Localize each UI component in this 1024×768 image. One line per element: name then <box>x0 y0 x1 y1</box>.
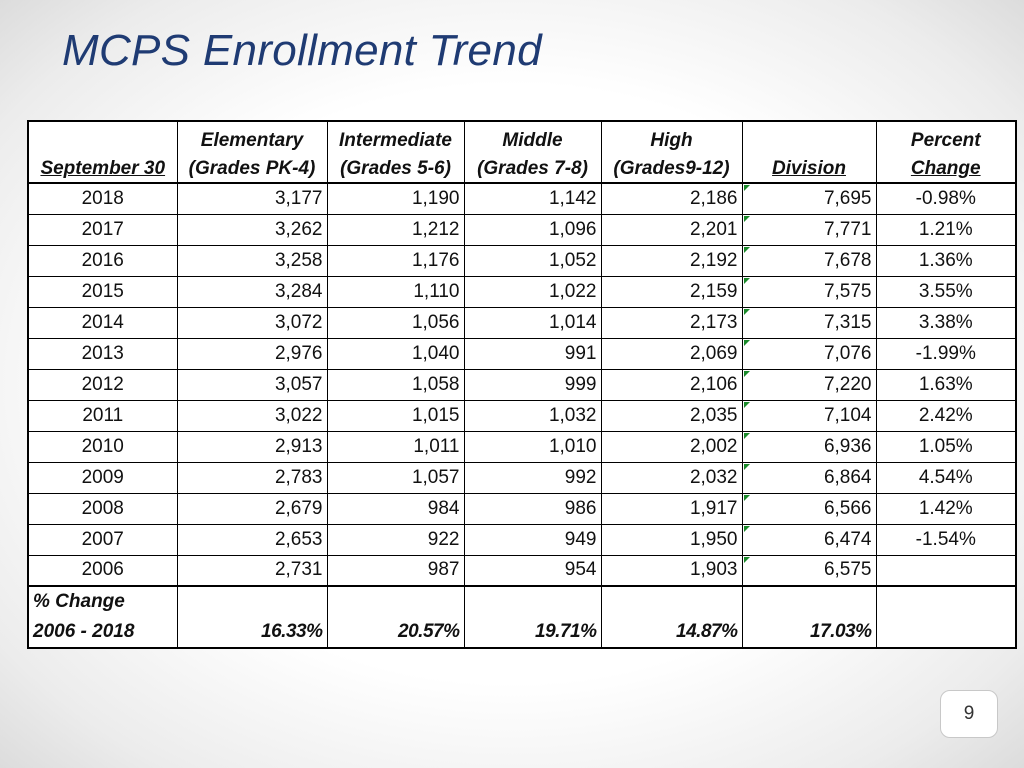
cell-year: 2012 <box>28 369 177 400</box>
cell-division: 7,220 <box>742 369 876 400</box>
header-row-2 <box>28 152 1016 183</box>
cell-intermediate: 1,011 <box>327 431 464 462</box>
cell-high: 2,186 <box>601 183 742 214</box>
cell-intermediate: 1,015 <box>327 400 464 431</box>
footer-cell <box>464 586 601 617</box>
header-high: High <box>601 121 742 152</box>
cell-year: 2016 <box>28 245 177 276</box>
cell-percent-change: -1.99% <box>876 338 1016 369</box>
cell-division: 6,936 <box>742 431 876 462</box>
header-label: September 30 <box>40 158 166 179</box>
table-row <box>28 245 1016 276</box>
cell-high: 2,032 <box>601 462 742 493</box>
cell-division: 7,771 <box>742 214 876 245</box>
footer-high: 14.87% <box>601 617 742 648</box>
table-row <box>28 555 1016 586</box>
cell-high: 2,106 <box>601 369 742 400</box>
cell-division: 7,678 <box>742 245 876 276</box>
cell-percent-change: 1.42% <box>876 493 1016 524</box>
footer-cell <box>177 586 327 617</box>
cell-elementary: 3,177 <box>177 183 327 214</box>
header-percent: Percent <box>876 121 1016 152</box>
table-body <box>28 183 1016 586</box>
header-change <box>876 152 1016 183</box>
table-header <box>28 121 1016 183</box>
cell-year: 2014 <box>28 307 177 338</box>
cell-year: 2018 <box>28 183 177 214</box>
cell-division: 7,315 <box>742 307 876 338</box>
cell-year: 2015 <box>28 276 177 307</box>
cell-high: 2,035 <box>601 400 742 431</box>
cell-middle: 1,010 <box>464 431 601 462</box>
cell-division: 7,104 <box>742 400 876 431</box>
cell-year: 2009 <box>28 462 177 493</box>
cell-elementary: 3,262 <box>177 214 327 245</box>
cell-intermediate: 1,056 <box>327 307 464 338</box>
cell-middle: 1,096 <box>464 214 601 245</box>
cell-intermediate: 1,212 <box>327 214 464 245</box>
table-row <box>28 524 1016 555</box>
table-row <box>28 462 1016 493</box>
cell-year: 2017 <box>28 214 177 245</box>
header-row-1 <box>28 121 1016 152</box>
header-elementary: Elementary <box>177 121 327 152</box>
cell-intermediate: 1,190 <box>327 183 464 214</box>
header-label: Division <box>772 158 846 179</box>
cell-percent-change: 2.42% <box>876 400 1016 431</box>
cell-elementary: 3,284 <box>177 276 327 307</box>
table-footer <box>28 586 1016 648</box>
cell-middle: 1,052 <box>464 245 601 276</box>
header-grades-7-8: (Grades 7-8) <box>464 152 601 183</box>
cell-middle: 992 <box>464 462 601 493</box>
cell-high: 2,173 <box>601 307 742 338</box>
footer-division: 17.03% <box>742 617 876 648</box>
cell-middle: 986 <box>464 493 601 524</box>
footer-cell <box>742 586 876 617</box>
cell-middle: 1,022 <box>464 276 601 307</box>
enrollment-table <box>27 120 1017 649</box>
cell-percent-change: -0.98% <box>876 183 1016 214</box>
cell-percent-change: 1.05% <box>876 431 1016 462</box>
table-row <box>28 276 1016 307</box>
cell-high: 1,950 <box>601 524 742 555</box>
cell-percent-change: 1.21% <box>876 214 1016 245</box>
cell-middle: 1,032 <box>464 400 601 431</box>
footer-cell <box>876 617 1016 648</box>
header-september-30 <box>28 152 177 183</box>
cell-intermediate: 1,110 <box>327 276 464 307</box>
table-row <box>28 369 1016 400</box>
cell-high: 1,917 <box>601 493 742 524</box>
cell-intermediate: 1,058 <box>327 369 464 400</box>
cell-high: 2,192 <box>601 245 742 276</box>
cell-percent-change: 4.54% <box>876 462 1016 493</box>
cell-percent-change: 1.36% <box>876 245 1016 276</box>
cell-high: 2,159 <box>601 276 742 307</box>
footer-cell <box>876 586 1016 617</box>
table-row <box>28 307 1016 338</box>
cell-elementary: 2,913 <box>177 431 327 462</box>
header-grades-9-12: (Grades9-12) <box>601 152 742 183</box>
cell-year: 2010 <box>28 431 177 462</box>
cell-year: 2008 <box>28 493 177 524</box>
header-cell <box>742 121 876 152</box>
cell-year: 2011 <box>28 400 177 431</box>
table-row <box>28 431 1016 462</box>
table-row <box>28 183 1016 214</box>
slide-title: MCPS Enrollment Trend <box>62 26 542 75</box>
cell-intermediate: 1,040 <box>327 338 464 369</box>
footer-row-1 <box>28 586 1016 617</box>
cell-elementary: 3,072 <box>177 307 327 338</box>
cell-year: 2007 <box>28 524 177 555</box>
footer-cell <box>327 586 464 617</box>
header-label: Change <box>910 158 981 179</box>
cell-middle: 954 <box>464 555 601 586</box>
cell-division: 6,864 <box>742 462 876 493</box>
cell-middle: 991 <box>464 338 601 369</box>
cell-percent-change: -1.54% <box>876 524 1016 555</box>
footer-row-2 <box>28 617 1016 648</box>
cell-elementary: 2,976 <box>177 338 327 369</box>
cell-percent-change: 3.55% <box>876 276 1016 307</box>
header-intermediate: Intermediate <box>327 121 464 152</box>
cell-high: 1,903 <box>601 555 742 586</box>
cell-middle: 1,142 <box>464 183 601 214</box>
cell-division: 7,575 <box>742 276 876 307</box>
table-row <box>28 493 1016 524</box>
header-grades-5-6: (Grades 5-6) <box>327 152 464 183</box>
cell-division: 6,566 <box>742 493 876 524</box>
cell-intermediate: 1,176 <box>327 245 464 276</box>
cell-elementary: 2,731 <box>177 555 327 586</box>
cell-percent-change <box>876 555 1016 586</box>
cell-division: 6,474 <box>742 524 876 555</box>
cell-high: 2,201 <box>601 214 742 245</box>
cell-elementary: 2,783 <box>177 462 327 493</box>
footer-middle: 19.71% <box>464 617 601 648</box>
footer-label-change: % Change <box>28 586 177 617</box>
cell-year: 2006 <box>28 555 177 586</box>
cell-elementary: 2,679 <box>177 493 327 524</box>
cell-elementary: 3,022 <box>177 400 327 431</box>
cell-middle: 999 <box>464 369 601 400</box>
cell-percent-change: 1.63% <box>876 369 1016 400</box>
cell-intermediate: 922 <box>327 524 464 555</box>
cell-division: 6,575 <box>742 555 876 586</box>
cell-elementary: 3,057 <box>177 369 327 400</box>
cell-percent-change: 3.38% <box>876 307 1016 338</box>
table-row <box>28 214 1016 245</box>
cell-elementary: 3,258 <box>177 245 327 276</box>
cell-high: 2,002 <box>601 431 742 462</box>
table-row <box>28 338 1016 369</box>
cell-elementary: 2,653 <box>177 524 327 555</box>
cell-intermediate: 1,057 <box>327 462 464 493</box>
header-division <box>742 152 876 183</box>
cell-high: 2,069 <box>601 338 742 369</box>
cell-year: 2013 <box>28 338 177 369</box>
cell-intermediate: 987 <box>327 555 464 586</box>
header-grades-pk-4: (Grades PK-4) <box>177 152 327 183</box>
cell-intermediate: 984 <box>327 493 464 524</box>
footer-cell <box>601 586 742 617</box>
footer-elementary: 16.33% <box>177 617 327 648</box>
footer-intermediate: 20.57% <box>327 617 464 648</box>
slide-number: 9 <box>940 690 998 738</box>
cell-middle: 1,014 <box>464 307 601 338</box>
header-middle: Middle <box>464 121 601 152</box>
header-cell <box>28 121 177 152</box>
cell-middle: 949 <box>464 524 601 555</box>
cell-division: 7,076 <box>742 338 876 369</box>
cell-division: 7,695 <box>742 183 876 214</box>
table-row <box>28 400 1016 431</box>
footer-label-range: 2006 - 2018 <box>28 617 177 648</box>
